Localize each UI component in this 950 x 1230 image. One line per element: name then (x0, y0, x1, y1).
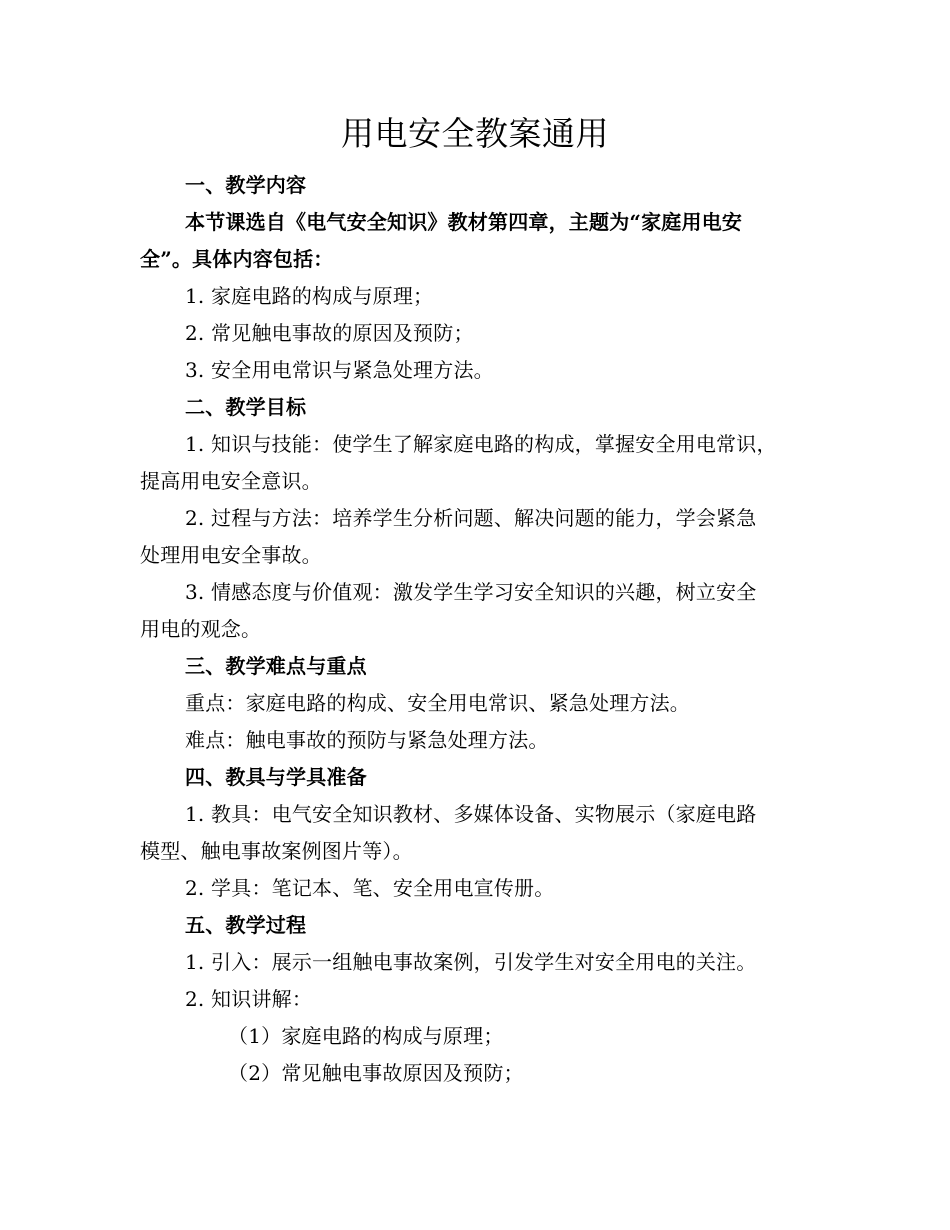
section-heading-materials: 四、教具与学具准备 (185, 765, 367, 789)
paragraph-line: 2. 学具：笔记本、笔、安全用电宣传册。 (185, 876, 555, 900)
paragraph-line: 本节课选自《电气安全知识》教材第四章，主题为“家庭用电安 (185, 210, 743, 234)
section-heading-process: 五、教学过程 (185, 913, 307, 937)
paragraph-line: 全”。具体内容包括： (140, 247, 334, 271)
section-heading-content: 一、教学内容 (185, 173, 307, 197)
list-item: 2. 常见触电事故的原因及预防； (185, 321, 474, 345)
paragraph-line: 1. 教具：电气安全知识教材、多媒体设备、实物展示（家庭电路 (185, 802, 757, 826)
paragraph-line: 3. 情感态度与价值观：激发学生学习安全知识的兴趣，树立安全 (185, 580, 757, 604)
paragraph-line: 模型、触电事故案例图片等）。 (140, 839, 413, 863)
list-item: 2. 知识讲解： (185, 987, 313, 1011)
paragraph-line: 重点：家庭电路的构成、安全用电常识、紧急处理方法。 (185, 691, 690, 715)
list-item: 3. 安全用电常识与紧急处理方法。 (185, 358, 494, 382)
paragraph-line: 难点：触电事故的预防与紧急处理方法。 (185, 728, 549, 752)
paragraph-line: 提高用电安全意识。 (140, 469, 322, 493)
document-title: 用电安全教案通用 (341, 114, 609, 153)
sub-list-item: （2）常见触电事故原因及预防； (228, 1061, 524, 1085)
list-item: 1. 引入：展示一组触电事故案例，引发学生对安全用电的关注。 (185, 950, 757, 974)
paragraph-line: 2. 过程与方法：培养学生分析问题、解决问题的能力，学会紧急 (185, 506, 757, 530)
section-heading-key-points: 三、教学难点与重点 (185, 654, 367, 678)
sub-list-item: （1）家庭电路的构成与原理； (228, 1024, 504, 1048)
paragraph-line: 处理用电安全事故。 (140, 543, 322, 567)
section-heading-goals: 二、教学目标 (185, 395, 307, 419)
list-item: 1. 家庭电路的构成与原理； (185, 284, 434, 308)
paragraph-line: 1. 知识与技能：使学生了解家庭电路的构成，掌握安全用电常识， (185, 432, 777, 456)
paragraph-line: 用电的观念。 (140, 617, 262, 641)
